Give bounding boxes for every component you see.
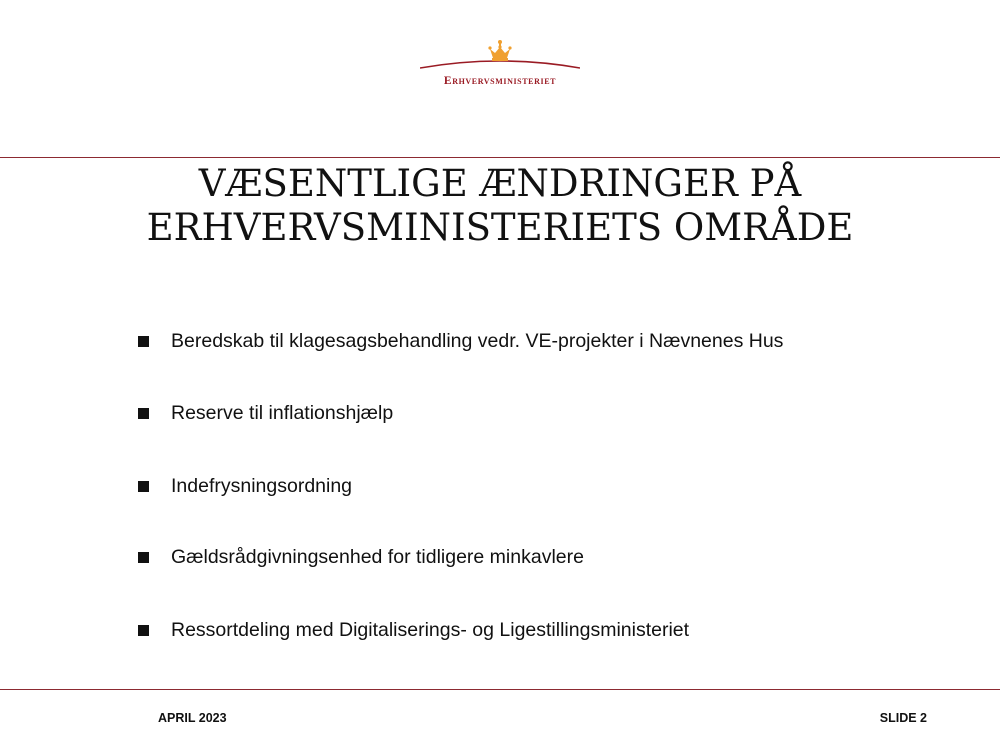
list-item [138, 329, 783, 353]
crown-icon [420, 38, 580, 74]
list-item [138, 545, 584, 569]
bullet-square-icon [138, 625, 149, 636]
bullet-square-icon [138, 552, 149, 563]
slide-title-line-1: VÆSENTLIGE ÆNDRINGER PÅ [198, 162, 802, 205]
bullet-text: Ressortdeling med Digitaliserings- og Ligestillingsministeriet [171, 618, 690, 641]
footer-divider [0, 689, 1000, 690]
list-item [138, 474, 352, 498]
bullet-square-icon [138, 481, 149, 492]
footer-slide-number: SLIDE 2 [879, 711, 927, 725]
bullet-text: Reserve til inflationshjælp [171, 401, 394, 424]
footer-date: APRIL 2023 [158, 711, 227, 725]
bullet-square-icon [138, 408, 149, 419]
ministry-logo [420, 38, 580, 90]
bullet-text: Indefrysningsordning [171, 474, 353, 497]
slide-title [0, 162, 1000, 250]
list-item [138, 401, 393, 425]
bullet-text: Beredskab til klagesagsbehandling vedr. VE-projekter i Nævnenes Hus [171, 329, 784, 352]
logo-wordmark: Erhvervsministeriet [443, 75, 557, 87]
bullet-text: Gældsrådgivningsenhed for tidligere minkavlere [171, 545, 584, 568]
bullet-square-icon [138, 336, 149, 347]
header-divider [0, 157, 1000, 158]
list-item [138, 618, 689, 642]
slide-title-line-2: ERHVERVSMINISTERIETS OMRÅDE [146, 206, 854, 249]
